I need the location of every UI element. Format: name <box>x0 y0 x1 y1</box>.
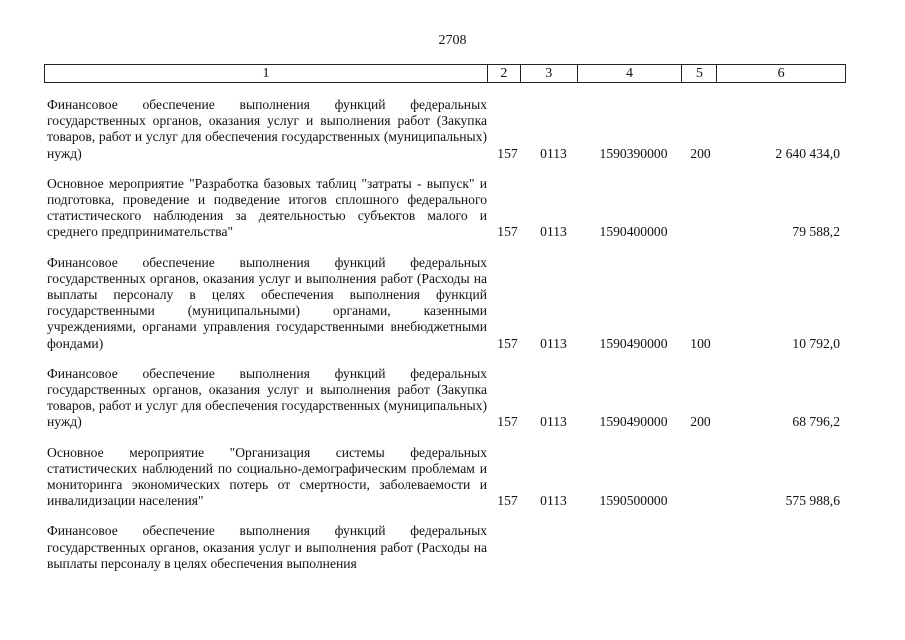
row-department-code: 157 <box>497 224 518 240</box>
row-department-code: 157 <box>497 335 518 351</box>
table-row <box>44 445 846 510</box>
row-expense-type: 200 <box>690 414 711 430</box>
row-department-code: 157 <box>497 414 518 430</box>
row-amount: 79 588,2 <box>792 224 840 240</box>
column-header-5: 5 <box>681 65 716 82</box>
row-description: Финансовое обеспечение выполнения функций федеральных государственных органов, оказания услуг и выполнения работ (Расходы на выплаты персоналу в целях обеспечения выполнения <box>47 523 487 571</box>
row-description: Основное мероприятие "Разработка базовых таблиц "затраты - выпуск" и подготовка, проведение и подведение итогов сплошного федерального статистического наблюдения за деятельностью субъектов малого и среднего предпринимательства" <box>47 175 487 240</box>
budget-table <box>44 64 846 572</box>
table-row <box>44 97 846 162</box>
row-target-article: 1590500000 <box>599 493 668 509</box>
table-row <box>44 176 846 241</box>
row-expense-type: 100 <box>690 335 711 351</box>
table-row <box>44 523 846 572</box>
column-header-2: 2 <box>487 65 520 82</box>
page-number: 2708 <box>438 33 467 48</box>
row-target-article: 1590490000 <box>599 414 668 430</box>
row-description: Финансовое обеспечение выполнения функций федеральных государственных органов, оказания услуг и выполнения работ (Расходы на выплаты персоналу в целях обеспечения выполнения функций государственными (муниципальными) органами, казенными учреждениями, органами управления государственными внебюджетными фондами) <box>47 254 487 351</box>
column-header-4: 4 <box>577 65 682 82</box>
row-expense-type: 200 <box>690 145 711 161</box>
column-header-row <box>44 64 846 83</box>
table-row <box>44 366 846 431</box>
table-row <box>44 255 846 352</box>
row-section-code: 0113 <box>540 493 567 509</box>
row-description: Основное мероприятие "Организация системы федеральных статистических наблюдений по социально-демографическим проблемам и мониторинга экономических потерь от смертности, заболеваемости и инвалидизации населения" <box>47 444 487 509</box>
column-header-1: 1 <box>262 66 270 81</box>
column-header-3: 3 <box>520 65 577 82</box>
row-section-code: 0113 <box>540 414 567 430</box>
row-target-article: 1590400000 <box>599 224 668 240</box>
row-description: Финансовое обеспечение выполнения функций федеральных государственных органов, оказания услуг и выполнения работ (Закупка товаров, работ и услуг для обеспечения государственных (муниципальных) нужд) <box>47 97 487 161</box>
row-target-article: 1590490000 <box>599 335 668 351</box>
row-section-code: 0113 <box>540 224 567 240</box>
column-header-6: 6 <box>716 65 845 82</box>
row-department-code: 157 <box>497 145 518 161</box>
row-description: Финансовое обеспечение выполнения функций федеральных государственных органов, оказания услуг и выполнения работ (Закупка товаров, работ и услуг для обеспечения государственных (муниципальных) нужд) <box>47 365 487 430</box>
row-section-code: 0113 <box>540 335 567 351</box>
row-department-code: 157 <box>497 493 518 509</box>
row-amount: 2 640 434,0 <box>775 145 840 161</box>
row-target-article: 1590390000 <box>599 145 668 161</box>
row-amount: 10 792,0 <box>792 335 840 351</box>
row-amount: 68 796,2 <box>792 414 840 430</box>
row-section-code: 0113 <box>540 145 567 161</box>
row-amount: 575 988,6 <box>785 493 840 509</box>
